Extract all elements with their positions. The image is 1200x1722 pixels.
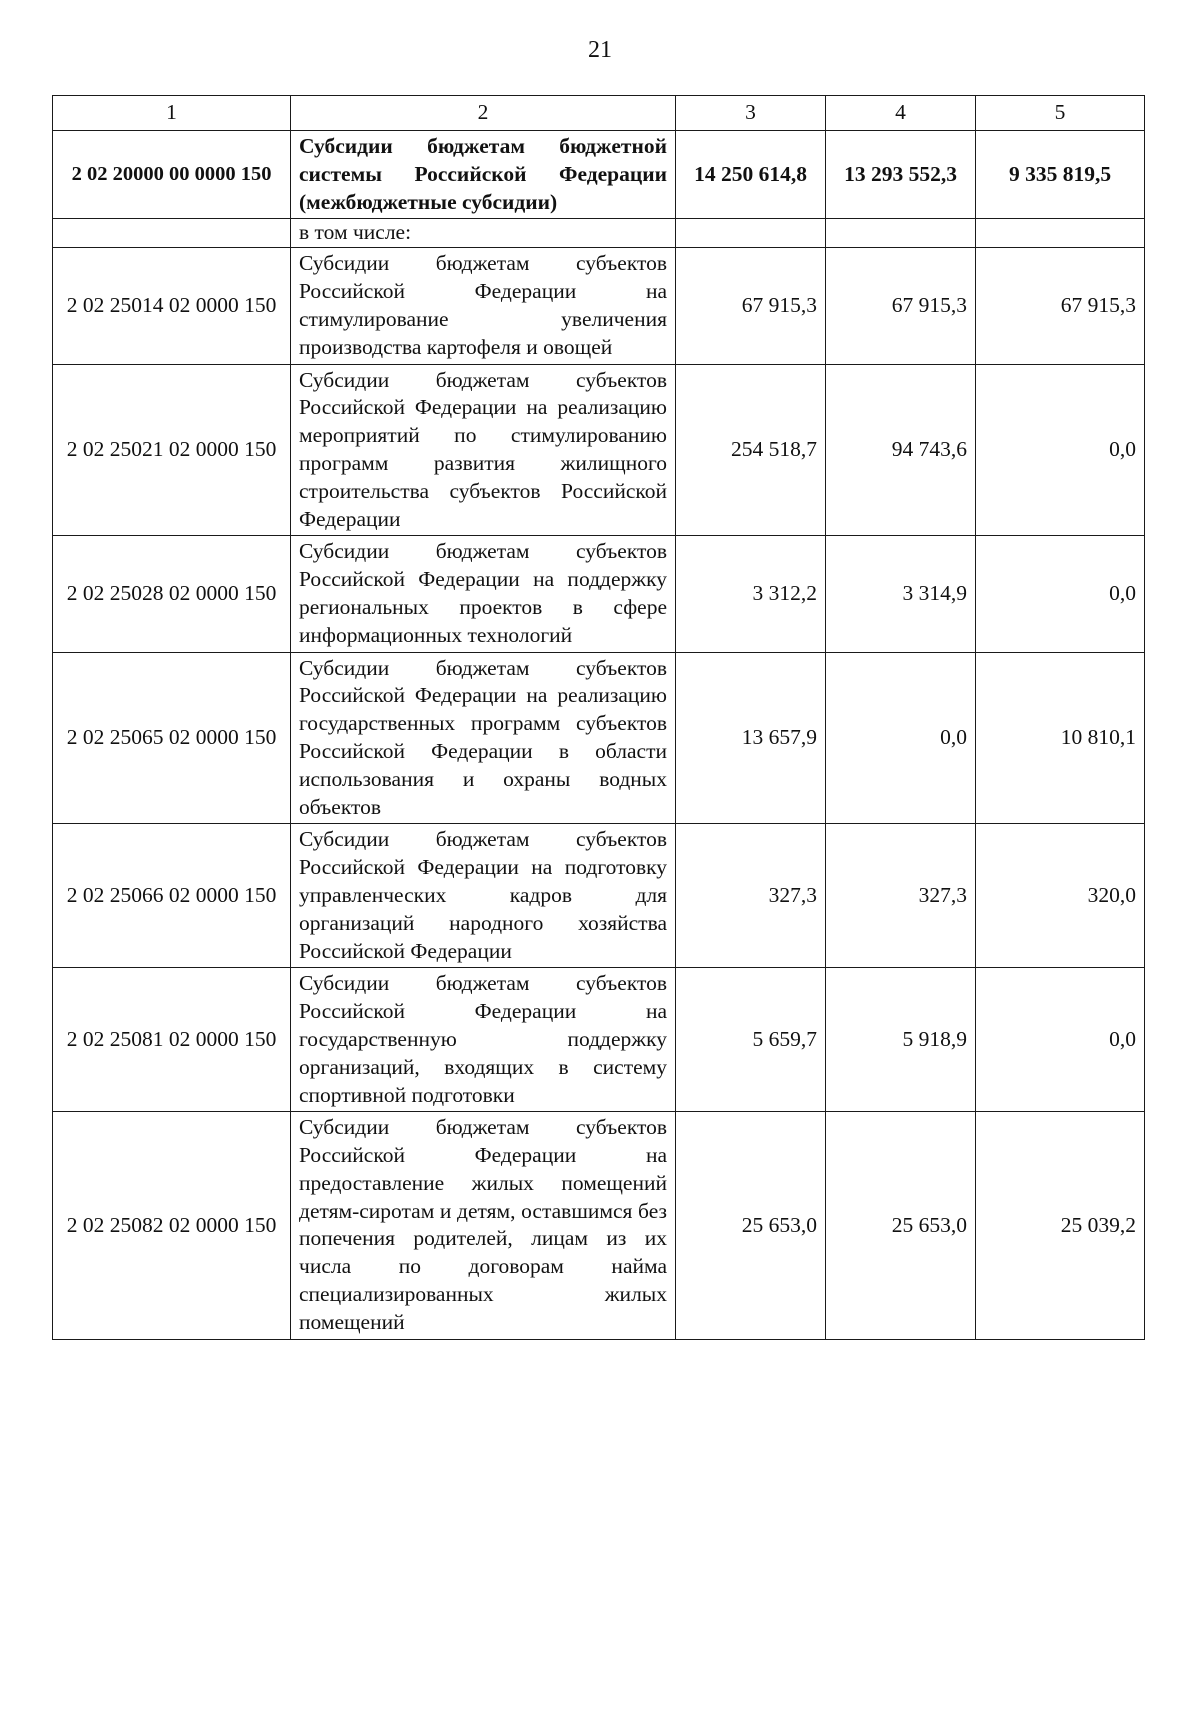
row-name: Субсидии бюджетам субъектов Российской Федерации на предоставление жилых помещений детям-сиротам и детям, оставшимся без попечения родителей, лицам из их числа по договорам найма специализированных жилых помещений — [291, 1112, 676, 1339]
row-value-col5: 25 039,2 — [976, 1112, 1145, 1339]
header-col-4: 4 — [826, 96, 976, 131]
row-value-col4: 0,0 — [826, 652, 976, 824]
table-row — [53, 824, 1145, 968]
header-row — [53, 96, 1145, 131]
row-value-col3: 14 250 614,8 — [676, 131, 826, 219]
empty-cell — [53, 219, 291, 248]
row-value-col5: 0,0 — [976, 968, 1145, 1112]
table-row — [53, 1112, 1145, 1339]
table-row — [53, 248, 1145, 364]
header-col-5: 5 — [976, 96, 1145, 131]
row-code: 2 02 25081 02 0000 150 — [53, 968, 291, 1112]
row-code: 2 02 20000 00 0000 150 — [53, 131, 291, 219]
row-code: 2 02 25082 02 0000 150 — [53, 1112, 291, 1339]
table-row — [53, 652, 1145, 824]
page-number: 21 — [588, 37, 612, 63]
table-row — [53, 536, 1145, 652]
empty-cell — [676, 219, 826, 248]
budget-table — [52, 95, 1145, 1340]
row-name: Субсидии бюджетам субъектов Российской Федерации на государственную поддержку организаций, входящих в систему спортивной подготовки — [291, 968, 676, 1112]
subheading-text: в том числе: — [291, 219, 676, 248]
row-value-col3: 254 518,7 — [676, 364, 826, 536]
row-value-col4: 25 653,0 — [826, 1112, 976, 1339]
row-value-col4: 67 915,3 — [826, 248, 976, 364]
row-value-col4: 94 743,6 — [826, 364, 976, 536]
row-code: 2 02 25065 02 0000 150 — [53, 652, 291, 824]
row-value-col3: 25 653,0 — [676, 1112, 826, 1339]
row-name: Субсидии бюджетам субъектов Российской Федерации на поддержку региональных проектов в сфере информационных технологий — [291, 536, 676, 652]
row-value-col5: 0,0 — [976, 364, 1145, 536]
row-code: 2 02 25028 02 0000 150 — [53, 536, 291, 652]
row-value-col4: 13 293 552,3 — [826, 131, 976, 219]
row-name: Субсидии бюджетам бюджетной системы Российской Федерации (межбюджетные субсидии) — [291, 131, 676, 219]
row-value-col5: 10 810,1 — [976, 652, 1145, 824]
table-row — [53, 968, 1145, 1112]
row-code: 2 02 25066 02 0000 150 — [53, 824, 291, 968]
table-row — [53, 364, 1145, 536]
row-value-col5: 67 915,3 — [976, 248, 1145, 364]
row-name: Субсидии бюджетам субъектов Российской Федерации на подготовку управленческих кадров для организаций народного хозяйства Российской Федерации — [291, 824, 676, 968]
row-value-col3: 3 312,2 — [676, 536, 826, 652]
row-value-col3: 67 915,3 — [676, 248, 826, 364]
total-row — [53, 131, 1145, 219]
row-name: Субсидии бюджетам субъектов Российской Федерации на реализацию государственных программ субъектов Российской Федерации в области использования и охраны водных объектов — [291, 652, 676, 824]
row-value-col3: 13 657,9 — [676, 652, 826, 824]
row-value-col4: 5 918,9 — [826, 968, 976, 1112]
header-col-1: 1 — [53, 96, 291, 131]
row-name: Субсидии бюджетам субъектов Российской Федерации на реализацию мероприятий по стимулированию программ развития жилищного строительства субъектов Российской Федерации — [291, 364, 676, 536]
row-value-col3: 5 659,7 — [676, 968, 826, 1112]
row-value-col5: 9 335 819,5 — [976, 131, 1145, 219]
header-col-2: 2 — [291, 96, 676, 131]
row-value-col4: 3 314,9 — [826, 536, 976, 652]
row-code: 2 02 25014 02 0000 150 — [53, 248, 291, 364]
row-code: 2 02 25021 02 0000 150 — [53, 364, 291, 536]
row-value-col5: 320,0 — [976, 824, 1145, 968]
row-value-col4: 327,3 — [826, 824, 976, 968]
subheading-row — [53, 219, 1145, 248]
row-name: Субсидии бюджетам субъектов Российской Федерации на стимулирование увеличения производства картофеля и овощей — [291, 248, 676, 364]
header-col-3: 3 — [676, 96, 826, 131]
row-value-col5: 0,0 — [976, 536, 1145, 652]
empty-cell — [826, 219, 976, 248]
row-value-col3: 327,3 — [676, 824, 826, 968]
empty-cell — [976, 219, 1145, 248]
